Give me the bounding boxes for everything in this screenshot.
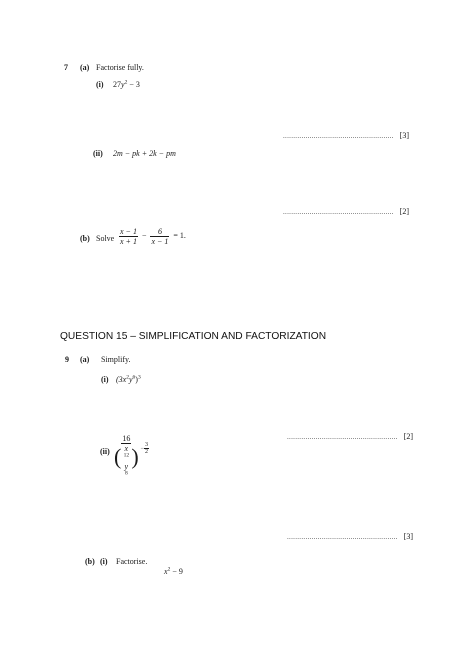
close-paren: ) bbox=[135, 375, 138, 384]
part-instruction: Factorise fully. bbox=[96, 63, 144, 72]
denominator bbox=[121, 444, 131, 480]
operator: − bbox=[141, 231, 147, 241]
part-instruction: Factorise. bbox=[116, 557, 148, 566]
variable: x bbox=[164, 567, 168, 576]
expression-base: (3x bbox=[116, 375, 127, 384]
expression bbox=[164, 567, 183, 576]
equation bbox=[119, 227, 186, 246]
variable: x bbox=[124, 444, 129, 453]
subpart-label: (ii) bbox=[93, 149, 103, 158]
fraction bbox=[150, 227, 169, 246]
part-label: (b) bbox=[85, 557, 95, 566]
section-heading: QUESTION 15 – SIMPLIFICATION AND FACTORIZATION bbox=[60, 331, 327, 342]
part-instruction: Solve bbox=[96, 234, 115, 243]
fraction bbox=[121, 434, 131, 480]
variable: y bbox=[121, 80, 125, 89]
answer-dots: ...................................................... bbox=[287, 533, 398, 541]
exponent: 8 bbox=[124, 470, 128, 477]
expression: 2m − pk + 2k − pm bbox=[113, 149, 176, 158]
coefficient: 27 bbox=[113, 80, 121, 89]
exponent-sign: − bbox=[140, 445, 145, 452]
fraction bbox=[119, 227, 138, 246]
expression bbox=[113, 80, 140, 89]
answer-dots: ...................................................... bbox=[287, 433, 398, 441]
answer-dots: ...................................................... bbox=[283, 132, 394, 140]
expression-rest: − 9 bbox=[170, 567, 183, 576]
question-number: 9 bbox=[65, 355, 69, 364]
exponent-fraction bbox=[144, 442, 149, 455]
variable: y bbox=[128, 375, 133, 384]
part-label: (b) bbox=[80, 234, 90, 243]
exponent: 2 bbox=[126, 374, 129, 381]
answer-line bbox=[287, 432, 413, 441]
answer-line bbox=[283, 207, 409, 216]
marks: [2] bbox=[399, 207, 410, 216]
expression bbox=[114, 434, 149, 480]
answer-dots: ...................................................... bbox=[283, 208, 394, 216]
exponent: 2 bbox=[124, 79, 128, 86]
subpart-label: (i) bbox=[96, 80, 104, 89]
variable: y bbox=[124, 462, 129, 471]
marks: [2] bbox=[403, 432, 414, 441]
expression bbox=[116, 375, 141, 384]
exponent: 2 bbox=[167, 566, 171, 573]
numerator: 16 bbox=[122, 434, 131, 443]
subpart-label: (i) bbox=[100, 557, 108, 566]
close-paren: ) bbox=[131, 444, 139, 469]
exponent-denominator: 2 bbox=[145, 448, 149, 455]
exponent-numerator: 3 bbox=[145, 441, 149, 448]
subpart-label: (ii) bbox=[100, 447, 110, 456]
question-number: 7 bbox=[64, 63, 68, 72]
marks: [3] bbox=[403, 532, 414, 541]
answer-line bbox=[283, 131, 409, 140]
numerator: x − 1 bbox=[120, 227, 137, 236]
answer-line bbox=[287, 532, 413, 541]
outer-exponent: 3 bbox=[137, 374, 141, 381]
denominator: x + 1 bbox=[120, 237, 137, 246]
part-label: (a) bbox=[80, 355, 90, 364]
part-label: (a) bbox=[80, 63, 90, 72]
outer-exponent bbox=[140, 441, 149, 455]
subpart-label: (i) bbox=[101, 375, 109, 384]
expression-rest: − 3 bbox=[127, 80, 140, 89]
marks: [3] bbox=[399, 131, 410, 140]
denominator: x − 1 bbox=[151, 237, 169, 246]
exponent: 6 bbox=[132, 374, 136, 381]
exponent: 12 bbox=[123, 452, 130, 459]
equation-rhs: = 1. bbox=[173, 231, 186, 241]
part-instruction: Simplify. bbox=[101, 355, 131, 364]
numerator: 6 bbox=[150, 227, 169, 237]
open-paren: ( bbox=[114, 444, 122, 469]
